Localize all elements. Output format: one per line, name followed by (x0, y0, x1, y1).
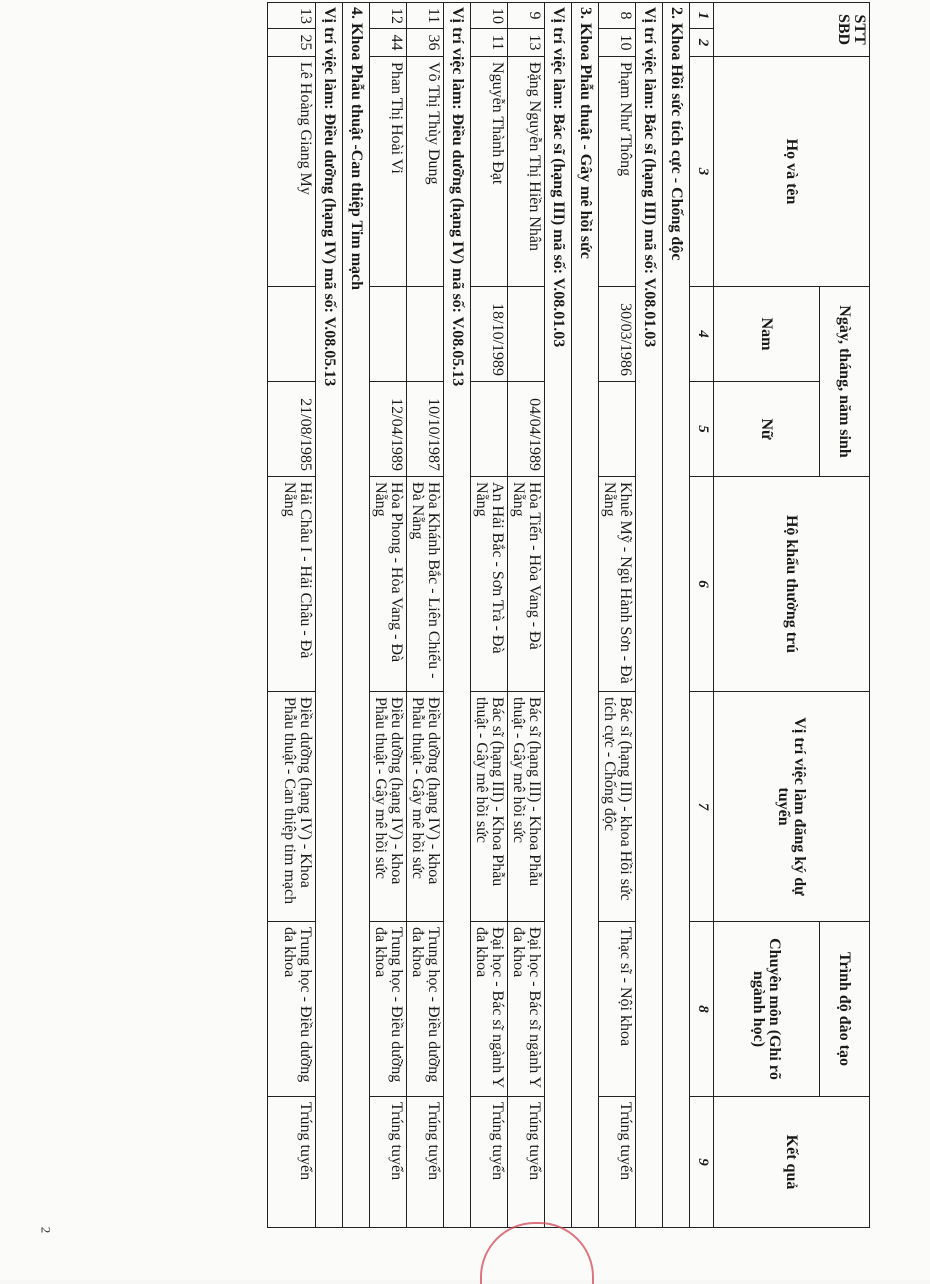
header-stt: STT (851, 14, 868, 45)
col-number: 1 (690, 3, 714, 29)
header-stt-sbd (714, 3, 870, 57)
cell-female-dob: 10/10/1987 (407, 382, 444, 477)
header-training: Trình độ đào tạo (820, 922, 870, 1097)
cell-stt: 12 (370, 3, 407, 29)
header-sbd: SBD (835, 13, 852, 46)
col-number: 9 (690, 1097, 714, 1228)
cell-female-dob (471, 382, 508, 477)
cell-residence: Hòa Tiến - Hòa Vang - Đà Nẵng (508, 477, 545, 692)
table-row (268, 3, 316, 1228)
cell-position: Bác sĩ (hạng III) - Khoa Phẫu thuật - Gây mê hồi sức (508, 692, 545, 922)
cell-stt: 9 (508, 3, 545, 29)
cell-sbd: 25 (268, 29, 316, 57)
cell-major: Đại học - Bác sĩ ngành Y đa khoa (471, 922, 508, 1097)
table-row (471, 3, 508, 1228)
header-dob: Ngày, tháng, năm sinh (820, 287, 870, 477)
col-number: 5 (690, 382, 714, 477)
cell-major: Đại học - Bác sĩ ngành Y đa khoa (508, 922, 545, 1097)
header-male: Nam (714, 287, 820, 382)
col-number: 4 (690, 287, 714, 382)
results-table (267, 2, 870, 1228)
cell-female-dob (599, 382, 636, 477)
cell-result: Trúng tuyển (599, 1097, 636, 1228)
cell-female-dob: 21/08/1985 (268, 382, 316, 477)
col-number: 7 (690, 692, 714, 922)
cell-position: Điều dưỡng (hạng IV) - khoa Phẫu thuật - Gây mê hồi sức (407, 692, 444, 922)
cell-name: Phan Thị Hoài Vi (370, 57, 407, 287)
cell-sbd: 11 (471, 29, 508, 57)
cell-name: Nguyễn Thành Đạt (471, 57, 508, 287)
rotated-document (110, 2, 870, 1227)
header-residence: Hộ khẩu thường trú (714, 477, 870, 692)
cell-position: Điều dưỡng (hạng IV) - khoa Phẫu thuật - Gây mê hồi sức (370, 692, 407, 922)
cell-female-dob: 12/04/1989 (370, 382, 407, 477)
table-row (370, 3, 407, 1228)
position-title: Vị trí việc làm: Điều dưỡng (hạng IV) mã số: V.08.05.13 (316, 3, 343, 1228)
cell-major: Thạc sĩ - Nội khoa (599, 922, 636, 1097)
cell-residence: An Hải Bắc - Sơn Trà - Đà Nẵng (471, 477, 508, 692)
cell-major: Trung học - Điều dưỡng đa khoa (268, 922, 316, 1097)
cell-male-dob: 30/03/1986 (599, 287, 636, 382)
seal-ring-icon (480, 1222, 594, 1284)
section-title: 3. Khoa Phẫu thuật - Gây mê hồi sức (572, 3, 599, 1228)
cell-name: Phạm Như Thông (599, 57, 636, 287)
col-number: 8 (690, 922, 714, 1097)
cell-name: Đặng Nguyễn Thị Hiền Nhân (508, 57, 545, 287)
section-title: 2. Khoa Hồi sức tích cực - Chống độc (663, 3, 690, 1228)
header-result: Kết quả (714, 1097, 870, 1228)
cell-male-dob (407, 287, 444, 382)
cell-result: Trúng tuyển (370, 1097, 407, 1228)
position-title: Vị trí việc làm: Bác sĩ (hạng III) mã số: V.08.01.03 (545, 3, 572, 1228)
cell-major: Trung học - Điều dưỡng đa khoa (370, 922, 407, 1097)
header-position: Vị trí việc làm đăng ký dự tuyển (714, 692, 870, 922)
cell-result: Trúng tuyển (508, 1097, 545, 1228)
cell-stt: 10 (471, 3, 508, 29)
cell-result: Trúng tuyển (268, 1097, 316, 1228)
position-title: Vị trí việc làm: Điều dưỡng (hạng IV) mã số: V.08.05.13 (444, 3, 471, 1228)
cell-position: Bác sĩ (hạng III) - khoa Hồi sức tích cực - Chống độc (599, 692, 636, 922)
cell-sbd: 36 (407, 29, 444, 57)
cell-stt: 13 (268, 3, 316, 29)
header-name: Họ và tên (714, 57, 870, 287)
col-number: 6 (690, 477, 714, 692)
cell-residence: Hòa Phong - Hòa Vang - Đà Nẵng (370, 477, 407, 692)
page-number: 2 (38, 1226, 54, 1234)
cell-name: Võ Thị Thùy Dung (407, 57, 444, 287)
header-female: Nữ (714, 382, 820, 477)
cell-male-dob (508, 287, 545, 382)
cell-male-dob (370, 287, 407, 382)
cell-stt: 11 (407, 3, 444, 29)
cell-residence: Khuê Mỹ - Ngũ Hành Sơn - Đà Nẵng (599, 477, 636, 692)
cell-position: Điều dưỡng (hạng IV) - Khoa Phẫu thuật - Can thiệp tim mạch (268, 692, 316, 922)
table-row (599, 3, 636, 1228)
header-major: Chuyên môn (Ghi rõ ngành học) (714, 922, 820, 1097)
cell-position: Bác sĩ (hạng III) - Khoa Phẫu thuật - Gây mê hồi sức (471, 692, 508, 922)
cell-sbd: 10 (599, 29, 636, 57)
cell-stt: 8 (599, 3, 636, 29)
cell-residence: Hòa Khánh Bắc - Liên Chiểu - Đà Nẵng (407, 477, 444, 692)
cell-result: Trúng tuyển (407, 1097, 444, 1228)
position-title: Vị trí việc làm: Bác sĩ (hạng III) mã số: V.08.01.03 (636, 3, 663, 1228)
col-number: 2 (690, 29, 714, 57)
table-row (508, 3, 545, 1228)
section-title: 4. Khoa Phẫu thuật -Can thiệp Tim mạch (343, 3, 370, 1228)
cell-male-dob: 18/10/1989 (471, 287, 508, 382)
cell-male-dob (268, 287, 316, 382)
cell-name: Lê Hoàng Giang My (268, 57, 316, 287)
table-row (407, 3, 444, 1228)
cell-female-dob: 04/04/1989 (508, 382, 545, 477)
col-number: 3 (690, 57, 714, 287)
cell-sbd: 13 (508, 29, 545, 57)
cell-sbd: 44 (370, 29, 407, 57)
cell-major: Trung học - Điều dưỡng đa khoa (407, 922, 444, 1097)
official-seal (460, 1222, 610, 1262)
cell-result: Trúng tuyển (471, 1097, 508, 1228)
cell-residence: Hải Châu I - Hải Châu - Đà Nẵng (268, 477, 316, 692)
